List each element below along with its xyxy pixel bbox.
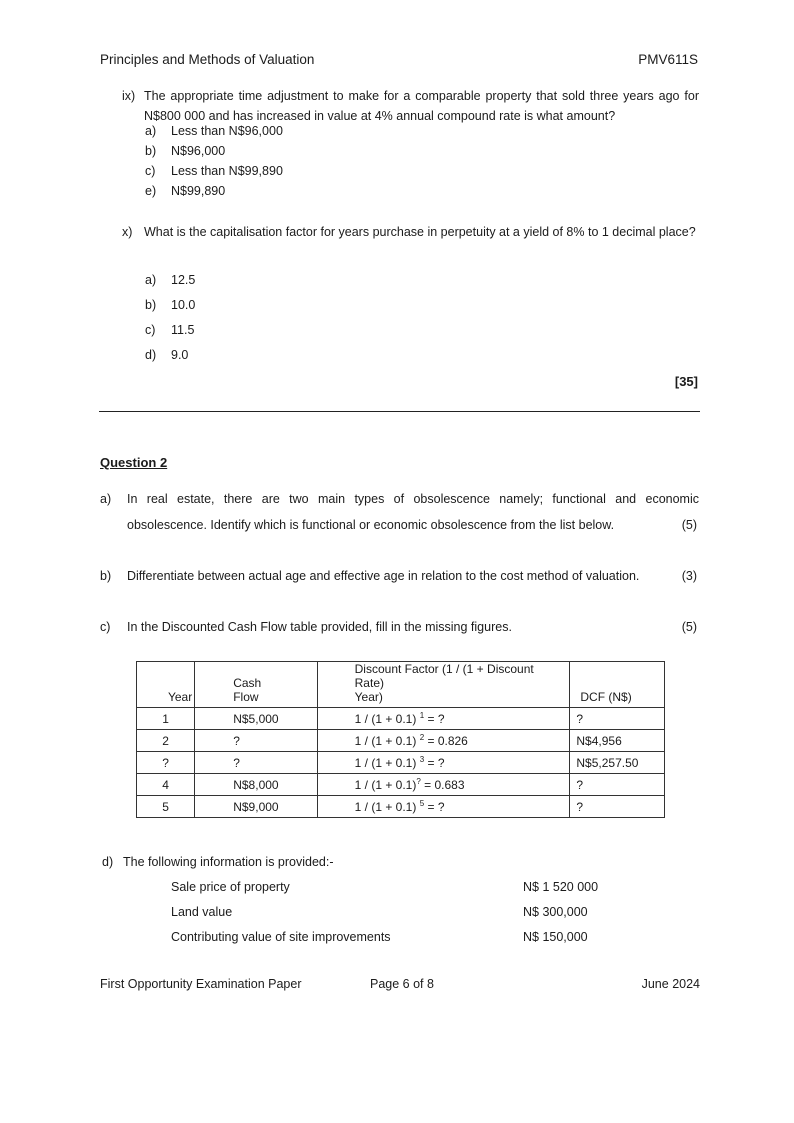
table-row	[137, 774, 665, 796]
option-letter: b)	[145, 298, 157, 312]
question-2-title: Question 2	[100, 455, 168, 470]
part-marks: (5)	[681, 620, 697, 634]
cell-year: 4	[137, 774, 195, 796]
factor-base: 1 / (1 + 0.1)	[354, 755, 420, 770]
question-number: x)	[122, 225, 133, 239]
option-ix-e	[145, 184, 225, 198]
option-x-b	[145, 298, 195, 312]
part-marks: (3)	[681, 569, 697, 583]
part-label: d)	[102, 855, 114, 869]
footer-date: June 2024	[641, 977, 700, 991]
cell-year: 2	[137, 730, 195, 752]
cell-dcf: ?	[570, 708, 665, 730]
factor-result: = ?	[424, 711, 445, 726]
info-row-land-value	[171, 905, 611, 919]
info-label: Land value	[171, 905, 233, 919]
info-row-site-improvements	[171, 930, 611, 944]
factor-base: 1 / (1 + 0.1)	[354, 799, 420, 814]
question-text: The appropriate time adjustment to make for a comparable property that sold three years ago for N$800 000 and has increased in value at 4% annual compound rate is what amount?	[144, 89, 699, 123]
factor-result: = ?	[424, 755, 445, 770]
option-text: Less than N$96,000	[171, 124, 283, 138]
cell-cash-flow: ?	[195, 752, 317, 774]
info-label: Contributing value of site improvements	[171, 930, 391, 944]
question-number: ix)	[122, 89, 136, 103]
footer-paper-title: First Opportunity Examination Paper	[100, 977, 302, 991]
cell-discount-factor	[317, 730, 570, 752]
part-text: The following information is provided:-	[123, 855, 334, 869]
header-course-code: PMV611S	[638, 52, 698, 67]
part-label: c)	[100, 620, 111, 634]
option-letter: c)	[145, 323, 156, 337]
factor-exponent: 1	[419, 710, 425, 720]
part-label: a)	[100, 492, 112, 506]
part-text: In the Discounted Cash Flow table provided, fill in the missing figures.	[127, 620, 512, 634]
table-row	[137, 708, 665, 730]
section-divider	[99, 411, 700, 412]
option-ix-a	[145, 124, 283, 138]
part-text: In real estate, there are two main types of obsolescence namely; functional and economic obsolescence. Identify which is functional or economic obsolescence from the list below.	[127, 492, 699, 532]
question-2d	[102, 849, 702, 875]
cell-discount-factor	[317, 752, 570, 774]
cell-cash-flow: N$9,000	[195, 796, 317, 818]
header-cash-line1: Cash	[233, 676, 262, 690]
option-letter: d)	[145, 348, 157, 362]
info-label: Sale price of property	[171, 880, 290, 894]
table-row	[137, 752, 665, 774]
section-total-marks: [35]	[674, 374, 698, 389]
question-text: What is the capitalisation factor for years purchase in perpetuity at a yield of 8% to 1 decimal place?	[144, 225, 696, 239]
option-text: Less than N$99,890	[171, 164, 283, 178]
cell-year: 5	[137, 796, 195, 818]
factor-result: = 0.683	[420, 777, 465, 792]
factor-exponent: 3	[419, 754, 425, 764]
question-2b	[100, 563, 700, 589]
option-x-d	[145, 348, 188, 362]
table-row	[137, 730, 665, 752]
cell-cash-flow: ?	[195, 730, 317, 752]
footer-page-number: Page 6 of 8	[370, 977, 434, 991]
cell-discount-factor	[317, 796, 570, 818]
factor-result: = 0.826	[424, 733, 468, 748]
info-row-sale-price	[171, 880, 611, 894]
header-factor-line1: Discount Factor (1 / (1 + Discount Rate)	[354, 662, 534, 690]
option-x-c	[145, 323, 194, 337]
part-label: b)	[100, 569, 112, 583]
cell-discount-factor	[317, 708, 570, 730]
cell-dcf: ?	[570, 774, 665, 796]
cell-cash-flow: N$5,000	[195, 708, 317, 730]
option-text: N$99,890	[171, 184, 226, 198]
header-year: Year	[137, 662, 195, 708]
option-ix-b	[145, 144, 225, 158]
table-header-row	[137, 662, 665, 708]
header-factor-line2: Year)	[354, 690, 383, 704]
question-2c	[100, 614, 700, 640]
option-text: 12.5	[171, 273, 196, 287]
option-letter: e)	[145, 184, 157, 198]
option-ix-c	[145, 164, 283, 178]
part-text: Differentiate between actual age and effective age in relation to the cost method of valuation.	[127, 569, 640, 583]
factor-exponent: 5	[419, 798, 425, 808]
option-x-a	[145, 273, 195, 287]
cell-dcf: N$5,257.50	[570, 752, 665, 774]
factor-base: 1 / (1 + 0.1)	[354, 777, 417, 792]
cell-year: ?	[137, 752, 195, 774]
info-value: N$ 300,000	[523, 905, 588, 919]
cell-year: 1	[137, 708, 195, 730]
option-letter: b)	[145, 144, 157, 158]
header-cash-flow	[195, 662, 317, 708]
info-value: N$ 150,000	[523, 930, 588, 944]
cell-dcf: N$4,956	[570, 730, 665, 752]
info-value: N$ 1 520 000	[523, 880, 599, 894]
cell-discount-factor	[317, 774, 570, 796]
dcf-table	[136, 661, 665, 818]
factor-base: 1 / (1 + 0.1)	[354, 733, 420, 748]
part-marks: (5)	[681, 518, 697, 532]
option-letter: a)	[145, 124, 157, 138]
header-cash-line2: Flow	[233, 690, 259, 704]
factor-exponent: ?	[416, 776, 421, 786]
factor-result: = ?	[424, 799, 445, 814]
factor-exponent: 2	[419, 732, 425, 742]
option-text: 9.0	[171, 348, 189, 362]
option-text: N$96,000	[171, 144, 226, 158]
header-discount-factor	[317, 662, 570, 708]
option-letter: c)	[145, 164, 156, 178]
option-text: 11.5	[171, 323, 195, 337]
factor-base: 1 / (1 + 0.1)	[354, 711, 420, 726]
header-course-title: Principles and Methods of Valuation	[100, 52, 315, 67]
table-row	[137, 796, 665, 818]
option-text: 10.0	[171, 298, 196, 312]
question-2a	[100, 486, 700, 538]
cell-dcf: ?	[570, 796, 665, 818]
option-letter: a)	[145, 273, 157, 287]
header-dcf: DCF (N$)	[570, 662, 665, 708]
cell-cash-flow: N$8,000	[195, 774, 317, 796]
